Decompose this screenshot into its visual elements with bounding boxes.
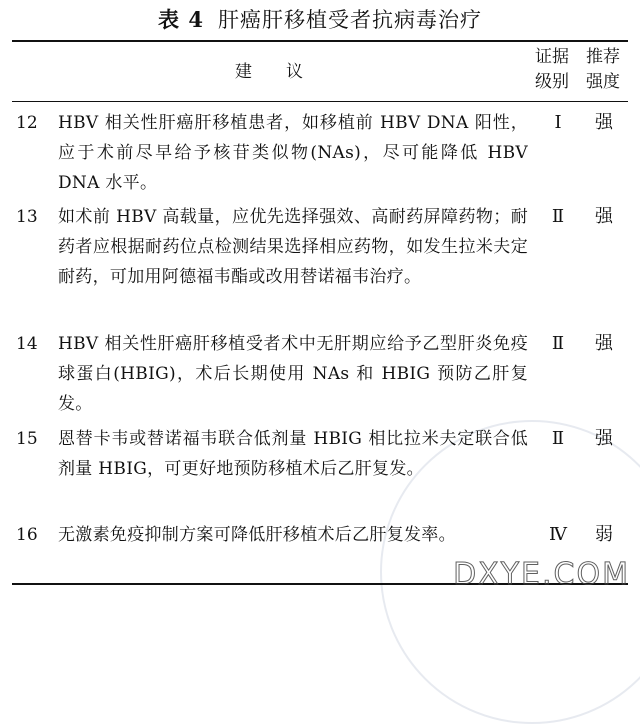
row-text: HBV 相关性肝癌肝移植患者，如移植前 HBV DNA 阳性，应于术前尽早给予核苷类似物(NAs)，尽可能降低 HBV DNA 水平。	[58, 113, 528, 193]
header-evidence-level: 证据 级别	[535, 47, 569, 92]
header-recommendation: 建 议	[235, 62, 303, 82]
row-text: HBV 相关性肝癌肝移植受者术中无肝期应给予乙型肝炎免疫球蛋白(HBIG)，术后长期使用 NAs 和 HBIG 预防乙肝复发。	[58, 334, 528, 414]
row-evidence-level: Ⅱ	[551, 206, 565, 227]
row-strength: 强	[595, 333, 613, 354]
row-evidence-level: Ⅰ	[554, 112, 562, 133]
row-strength: 强	[595, 112, 613, 133]
row-text: 恩替卡韦或替诺福韦联合低剂量 HBIG 相比拉米夫定联合低剂量 HBIG，可更好地预防移植术后乙肝复发。	[58, 429, 528, 479]
row-strength: 强	[595, 428, 613, 449]
watermark: DXYE.COM	[453, 557, 630, 592]
row-id: 16	[16, 525, 38, 545]
row-strength: 强	[595, 206, 613, 227]
row-id: 13	[16, 207, 38, 227]
table-caption: 肝癌肝移植受者抗病毒治疗	[217, 8, 482, 32]
top-rule	[12, 40, 628, 42]
row-strength: 弱	[595, 524, 613, 545]
row-text: 无激素免疫抑制方案可降低肝移植术后乙肝复发率。	[58, 525, 456, 545]
header-rule	[12, 101, 628, 102]
row-id: 14	[16, 334, 38, 354]
header-strength: 推荐 强度	[586, 47, 620, 92]
table-number: 表 4	[158, 7, 204, 32]
row-evidence-level: Ⅱ	[551, 428, 565, 449]
row-evidence-level: Ⅱ	[551, 333, 565, 354]
row-id: 15	[16, 429, 38, 449]
table-title	[0, 4, 640, 34]
row-text: 如术前 HBV 高载量，应优先选择强效、高耐药屏障药物；耐药者应根据耐药位点检测结果选择相应药物，如发生拉米夫定耐药，可加用阿德福韦酯或改用替诺福韦治疗。	[58, 207, 528, 287]
row-id: 12	[16, 113, 38, 133]
row-evidence-level: Ⅳ	[549, 524, 567, 545]
